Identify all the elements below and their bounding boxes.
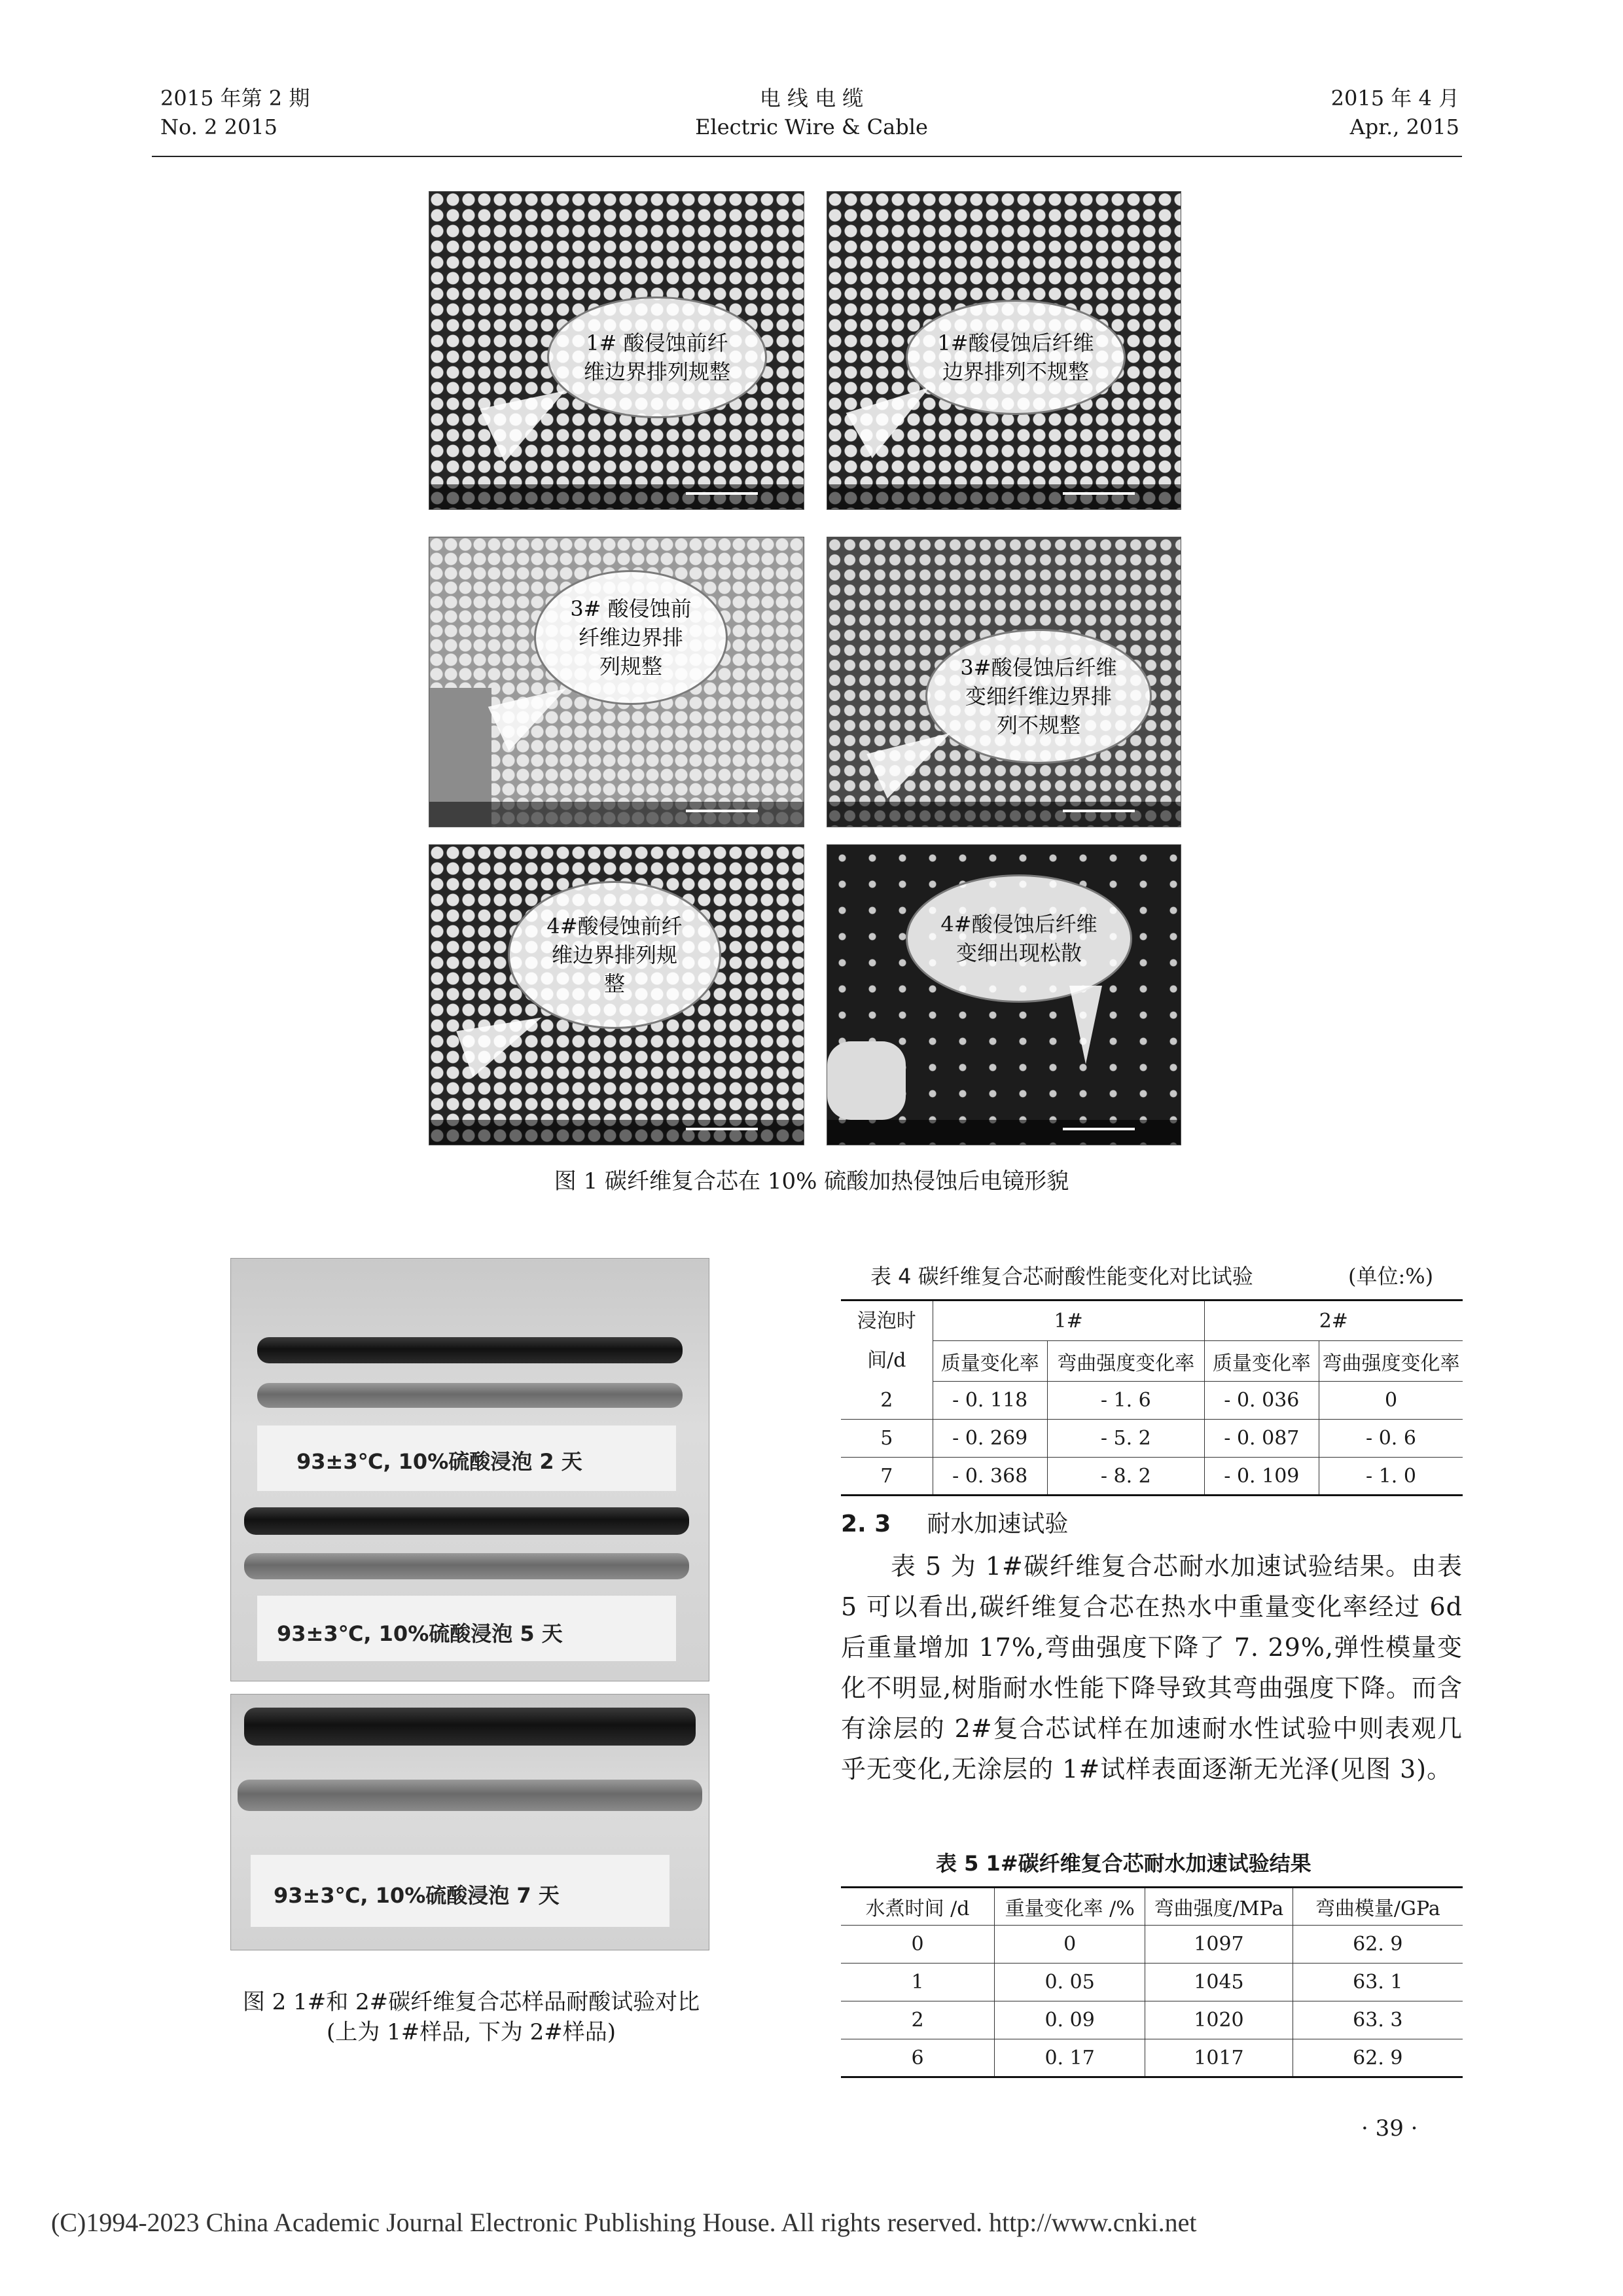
table-row: [841, 1964, 1463, 2001]
photo-panel-2: [230, 1694, 709, 1950]
section-number: 2. 3: [841, 1511, 891, 1537]
table-cell: - 5. 2: [1047, 1420, 1204, 1458]
table-4-group-2: 2#: [1204, 1300, 1463, 1341]
table-cell: - 0. 036: [1204, 1382, 1319, 1420]
table-5-title: 表 5 1#碳纤维复合芯耐水加速试验结果: [936, 1851, 1311, 1876]
figure-2-caption: [216, 1987, 726, 2047]
table-cell: 7: [841, 1458, 933, 1496]
table-cell: 2: [841, 2001, 995, 2039]
table-4-row-header-line2: 间/d: [867, 1349, 906, 1372]
header-center-line2: Electric Wire & Cable: [695, 115, 928, 139]
table-cell: 5: [841, 1420, 933, 1458]
table-cell: - 0. 109: [1204, 1458, 1319, 1496]
callout-bubble-6: [906, 874, 1132, 1003]
header-left-line2: No. 2 2015: [160, 115, 278, 139]
table-cell: - 0. 6: [1319, 1420, 1463, 1458]
callout-bubble-1: [547, 296, 767, 418]
table-4-group-1: 1#: [933, 1300, 1204, 1341]
header-right-line2: Apr., 2015: [1349, 115, 1459, 139]
table-4-subheader: 弯曲强度变化率: [1047, 1341, 1204, 1382]
figure-1-caption: 图 1 碳纤维复合芯在 10% 硫酸加热侵蚀后电镜形貌: [554, 1168, 1069, 1194]
sem-panel-4: [827, 537, 1181, 827]
rod-sample-2-dark: [244, 1507, 689, 1535]
header-center-line1: 电 线 电 缆: [759, 86, 864, 111]
table-cell: - 1. 0: [1319, 1458, 1463, 1496]
table-cell: 1017: [1145, 2039, 1293, 2077]
table-row: [841, 1382, 1463, 1420]
callout-text-2: 1#酸侵蚀后纤维 边界排列不规整: [937, 331, 1094, 384]
rod-sample-3-dark: [244, 1708, 696, 1746]
table-4-row-header-line1: 浸泡时: [857, 1310, 916, 1333]
table-row: [841, 2001, 1463, 2039]
table-cell: 0: [841, 1926, 995, 1964]
table-4-unit: (单位:%): [1348, 1264, 1434, 1289]
section-heading: [841, 1505, 1068, 1539]
rod-sample-3-grey: [238, 1780, 702, 1811]
photo-label-1: 93±3℃, 10%硫酸浸泡 2 天: [296, 1449, 582, 1474]
sem-info-bar-5: [429, 1120, 804, 1145]
table-4-subheader: 弯曲强度变化率: [1319, 1341, 1463, 1382]
table-cell: 6: [841, 2039, 995, 2077]
header-left-line1: 2015 年第 2 期: [160, 86, 310, 111]
section-paragraph: 表 5 为 1#碳纤维复合芯耐水加速试验结果。由表 5 可以看出,碳纤维复合芯在热水中重量变化率经过 6d 后重量增加 17%,弯曲强度下降了 7. 29%,弹性模量变化不明显,树脂耐水性能下降导致其弯曲强度下降。而含有涂层的 2#复合芯试样在加速耐水性试验中则表观几乎无变化,无涂层的 1#试样表面逐渐无光泽(见图 3)。: [841, 1552, 1463, 1784]
page-number: · 39 ·: [1361, 2115, 1418, 2142]
table-cell: - 0. 118: [933, 1382, 1047, 1420]
table-cell: 0. 05: [995, 1964, 1145, 2001]
table-5-header: 弯曲强度/MPa: [1145, 1888, 1293, 1926]
table-cell: 0: [995, 1926, 1145, 1964]
journal-issue: [160, 84, 310, 141]
header-right-line1: 2015 年 4 月: [1330, 86, 1459, 111]
table-row: [841, 2039, 1463, 2077]
table-cell: 63. 1: [1293, 1964, 1463, 2001]
table-cell: 1097: [1145, 1926, 1293, 1964]
callout-text-6: 4#酸侵蚀后纤维 变细出现松散: [940, 912, 1097, 965]
table-cell: 62. 9: [1293, 2039, 1463, 2077]
callout-bubble-5: [508, 881, 721, 1029]
sem-panel-2: [827, 191, 1181, 510]
copyright-footer: (C)1994-2023 China Academic Journal Electronic Publishing House. All rights reserved. http://www.cnki.net: [51, 2208, 1197, 2237]
scale-bar-4: [1063, 810, 1135, 812]
table-cell: 0. 17: [995, 2039, 1145, 2077]
table-4: [841, 1299, 1463, 1496]
table-cell: 1020: [1145, 2001, 1293, 2039]
table-cell: - 1. 6: [1047, 1382, 1204, 1420]
figure-2-caption-line1: 图 2 1#和 2#碳纤维复合芯样品耐酸试验对比: [242, 1989, 700, 2015]
table-row: [841, 1926, 1463, 1964]
table-cell: 63. 3: [1293, 2001, 1463, 2039]
table-cell: 0: [1319, 1382, 1463, 1420]
rod-sample-2-grey: [244, 1553, 689, 1579]
sem-info-bar-3: [429, 802, 804, 827]
table-cell: - 8. 2: [1047, 1458, 1204, 1496]
table-cell: - 0. 368: [933, 1458, 1047, 1496]
table-5-header: 水煮时间 /d: [841, 1888, 995, 1926]
sem-panel-5: [429, 844, 804, 1145]
callout-text-3: 3# 酸侵蚀前 纤维边界排 列规整: [570, 596, 692, 679]
callout-tail-6: [1069, 986, 1102, 1064]
sem-panel-3: [429, 537, 804, 827]
photo-panel-1: [230, 1258, 709, 1681]
sem-info-bar-6: [827, 1120, 1181, 1145]
table-row: [841, 1420, 1463, 1458]
callout-bubble-2: [906, 300, 1126, 415]
table-cell: 2: [841, 1382, 933, 1420]
callout-text-5: 4#酸侵蚀前纤 维边界排列规 整: [546, 914, 683, 996]
scale-bar-3: [686, 810, 758, 812]
table-4-title: 表 4 碳纤维复合芯耐酸性能变化对比试验: [870, 1264, 1253, 1289]
photo-label-2: 93±3℃, 10%硫酸浸泡 5 天: [277, 1621, 563, 1646]
table-cell: - 0. 269: [933, 1420, 1047, 1458]
section-title: 耐水加速试验: [927, 1511, 1069, 1537]
table-5-header: 重量变化率 /%: [995, 1888, 1145, 1926]
figure-2-caption-line2: (上为 1#样品, 下为 2#样品): [327, 2019, 616, 2045]
table-cell: 1045: [1145, 1964, 1293, 2001]
table-4-subheader: 质量变化率: [1204, 1341, 1319, 1382]
table-cell: 62. 9: [1293, 1926, 1463, 1964]
table-4-subheader: 质量变化率: [933, 1341, 1047, 1382]
table-5-header: 弯曲模量/GPa: [1293, 1888, 1463, 1926]
sem-info-bar-1: [429, 484, 804, 509]
sem-info-bar-4: [827, 802, 1181, 827]
table-cell: - 0. 087: [1204, 1420, 1319, 1458]
table-cell: 1: [841, 1964, 995, 2001]
scale-bar-5: [686, 1128, 758, 1130]
table-5: [841, 1886, 1463, 2078]
photo-label-3: 93±3℃, 10%硫酸浸泡 7 天: [274, 1883, 560, 1908]
scale-bar-2: [1063, 492, 1135, 495]
fiber-cluster-6: [827, 1041, 906, 1120]
table-row: [841, 1458, 1463, 1496]
rod-sample-1-grey: [257, 1383, 683, 1408]
journal-title: [681, 84, 942, 141]
rod-sample-1-dark: [257, 1337, 683, 1363]
callout-text-1: 1# 酸侵蚀前纤 维边界排列规整: [583, 331, 730, 384]
scale-bar-1: [686, 492, 758, 495]
callout-bubble-4: [925, 629, 1152, 764]
header-rule: [152, 156, 1462, 157]
callout-text-4: 3#酸侵蚀后纤维 变细纤维边界排 列不规整: [960, 655, 1117, 738]
scale-bar-6: [1063, 1128, 1135, 1130]
table-4-row-header: [841, 1300, 933, 1382]
journal-date: [1276, 84, 1459, 141]
sem-panel-1: [429, 191, 804, 510]
sem-info-bar-2: [827, 484, 1181, 509]
table-cell: 0. 09: [995, 2001, 1145, 2039]
sem-panel-6: [827, 844, 1181, 1145]
